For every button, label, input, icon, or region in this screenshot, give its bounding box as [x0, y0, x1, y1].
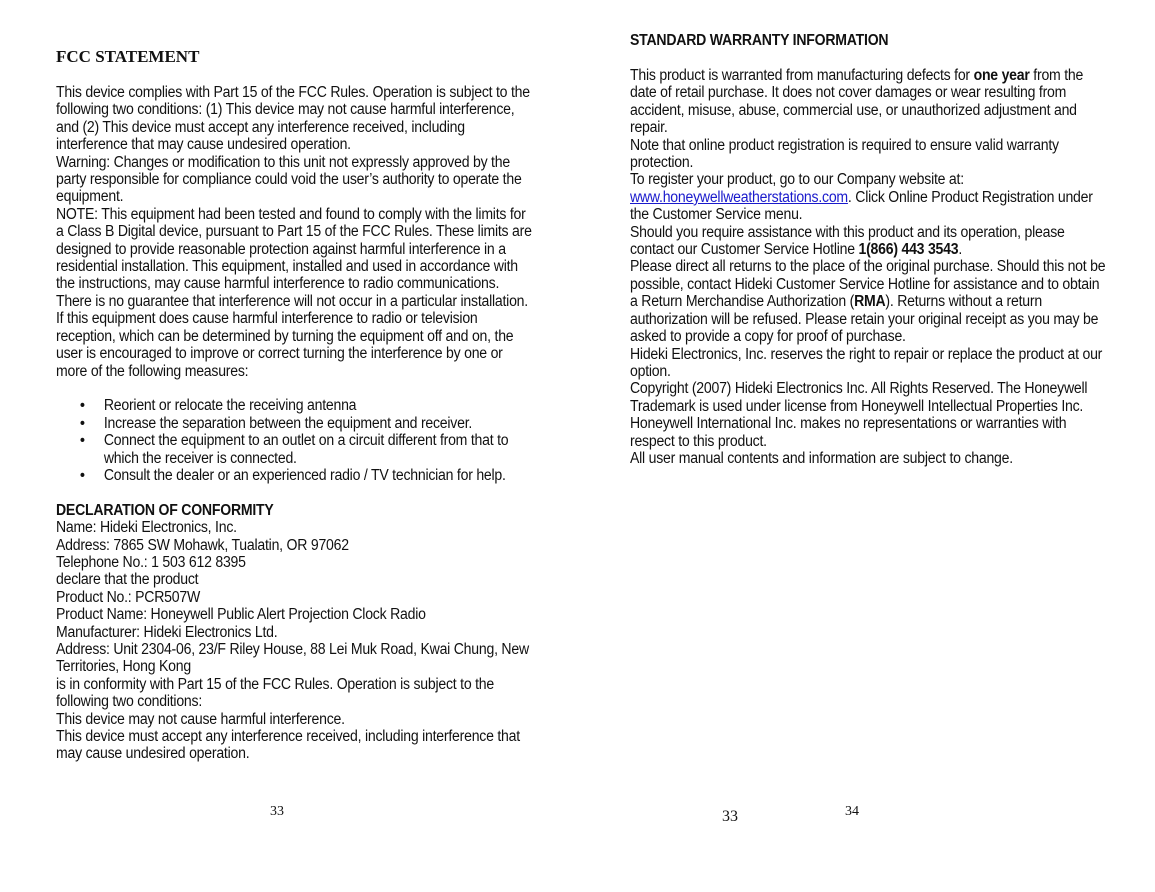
fcc-statement-heading: FCC STATEMENT — [56, 47, 200, 66]
warranty-heading: STANDARD WARRANTY INFORMATION — [630, 32, 889, 49]
rights-paragraph: Hideki Electronics, Inc. reserves the right to repair or replace the product at our option. — [630, 345, 1103, 380]
page-number-left: 33 — [270, 804, 284, 819]
list-item: • Reorient or relocate the receiving antenna — [104, 397, 535, 414]
registration-note: Note that online product registration is required to ensure valid warranty protection. — [630, 136, 1059, 172]
page-number-right: 34 — [845, 804, 859, 819]
list-item: • Increase the separation between the equipment and receiver. — [104, 415, 535, 432]
returns-text: ). Returns without a return authorization will be refused. Please retain your original receipt as you may be asked to provide a copy for proof of purchase. — [630, 293, 1099, 346]
assistance-paragraph — [630, 224, 1108, 259]
register-text: . Click Online Product Registration under the Customer Service menu. — [630, 188, 1093, 224]
rma-label: RMA — [854, 293, 886, 311]
declaration-line: Telephone No.: 1 503 612 8395 — [56, 553, 246, 571]
disclaimer-paragraph: Honeywell International Inc. makes no representations or warranties with respect to this product. — [630, 415, 1067, 450]
fcc-guarantee-paragraph: There is no guarantee that interference will not occur in a particular installation. If this equipment does cause harmful interference to radio or television reception, which can be determined by turning the equipment off and on, the user is encouraged to improve or correct turning the interference by one or more of the following measures: — [56, 292, 528, 380]
register-paragraph — [630, 189, 1108, 224]
declaration-line: This device must accept any interference received, including interference that may cause undesired operation. — [56, 728, 520, 763]
warranty-text: from the date of retail purchase. It does not cover damages or wear resulting from accident, misuse, abuse, commercial use, or unauthorized adjustment and repair. — [630, 67, 1084, 137]
website-link[interactable]: www.honeywellweatherstations.com — [630, 188, 848, 206]
declaration-line: declare that the product — [56, 571, 199, 589]
declaration-line: This device may not cause harmful interference. — [56, 710, 345, 728]
declaration-heading: DECLARATION OF CONFORMITY — [56, 501, 274, 519]
interference-measures-list — [56, 397, 534, 484]
list-item: • Consult the dealer or an experienced radio / TV technician for help. — [104, 467, 535, 484]
fcc-paragraph: This device complies with Part 15 of the FCC Rules. Operation is subject to the following two conditions: (1) This device may not cause harmful interference, and (2) This device must accept any interference received, including interference that may cause undesired operation. — [56, 84, 530, 154]
declaration-line: Product Name: Honeywell Public Alert Projection Clock Radio — [56, 606, 426, 624]
warranty-body — [630, 67, 1108, 467]
declaration-line: Address: Unit 2304-06, 23/F Riley House, 88 Lei Muk Road, Kwai Chung, New Territories, Hong Kong — [56, 640, 529, 676]
register-intro: To register your product, go to our Company website at: — [630, 171, 964, 189]
warranty-paragraph — [630, 67, 1108, 137]
hotline-number: 1(866) 443 3543 — [858, 241, 959, 259]
list-item: • Connect the equipment to an outlet on a circuit different from that to which the receiver is connected. — [104, 432, 535, 467]
fcc-note-paragraph: NOTE: This equipment had been tested and found to comply with the limits for a Class B Digital device, pursuant to Part 15 of the FCC Rules. These limits are designed to provide reasonable protection against harmful interference in a residential installation. This equipment, installed and used in accordance with the instructions, may cause harmful interference to radio communications. — [56, 205, 532, 293]
declaration-line: Product No.: PCR507W — [56, 588, 201, 606]
returns-paragraph — [630, 258, 1108, 345]
declaration-line: is in conformity with Part 15 of the FCC Rules. Operation is subject to the following two conditions: — [56, 675, 494, 711]
warranty-period: one year — [973, 67, 1030, 84]
page-number-center: 33 — [722, 808, 738, 825]
assistance-text: . — [958, 241, 963, 259]
assistance-text: Should you require assistance with this product and its operation, please contact our Customer Service Hotline — [630, 223, 1065, 259]
warranty-text: This product is warranted from manufacturing defects for — [630, 67, 974, 84]
fcc-statement-body — [56, 84, 534, 763]
declaration-line: Name: Hideki Electronics, Inc. — [56, 519, 237, 537]
returns-text: Please direct all returns to the place of the original purchase. Should this not be possible, contact Hideki Customer Service Hotline for assistance and to obtain a Return Merchandise Authorization ( — [630, 258, 1106, 311]
subject-to-change-paragraph: All user manual contents and information are subject to change. — [630, 449, 1013, 467]
declaration-line: Manufacturer: Hideki Electronics Ltd. — [56, 623, 278, 641]
declaration-line: Address: 7865 SW Mohawk, Tualatin, OR 97062 — [56, 536, 349, 554]
fcc-warning-paragraph: Warning: Changes or modification to this unit not expressly approved by the party responsible for compliance could void the user’s authority to operate the equipment. — [56, 153, 522, 206]
copyright-paragraph: Copyright (2007) Hideki Electronics Inc. All Rights Reserved. The Honeywell Trademark is used under license from Honeywell Intellectual Properties Inc. — [630, 380, 1088, 415]
